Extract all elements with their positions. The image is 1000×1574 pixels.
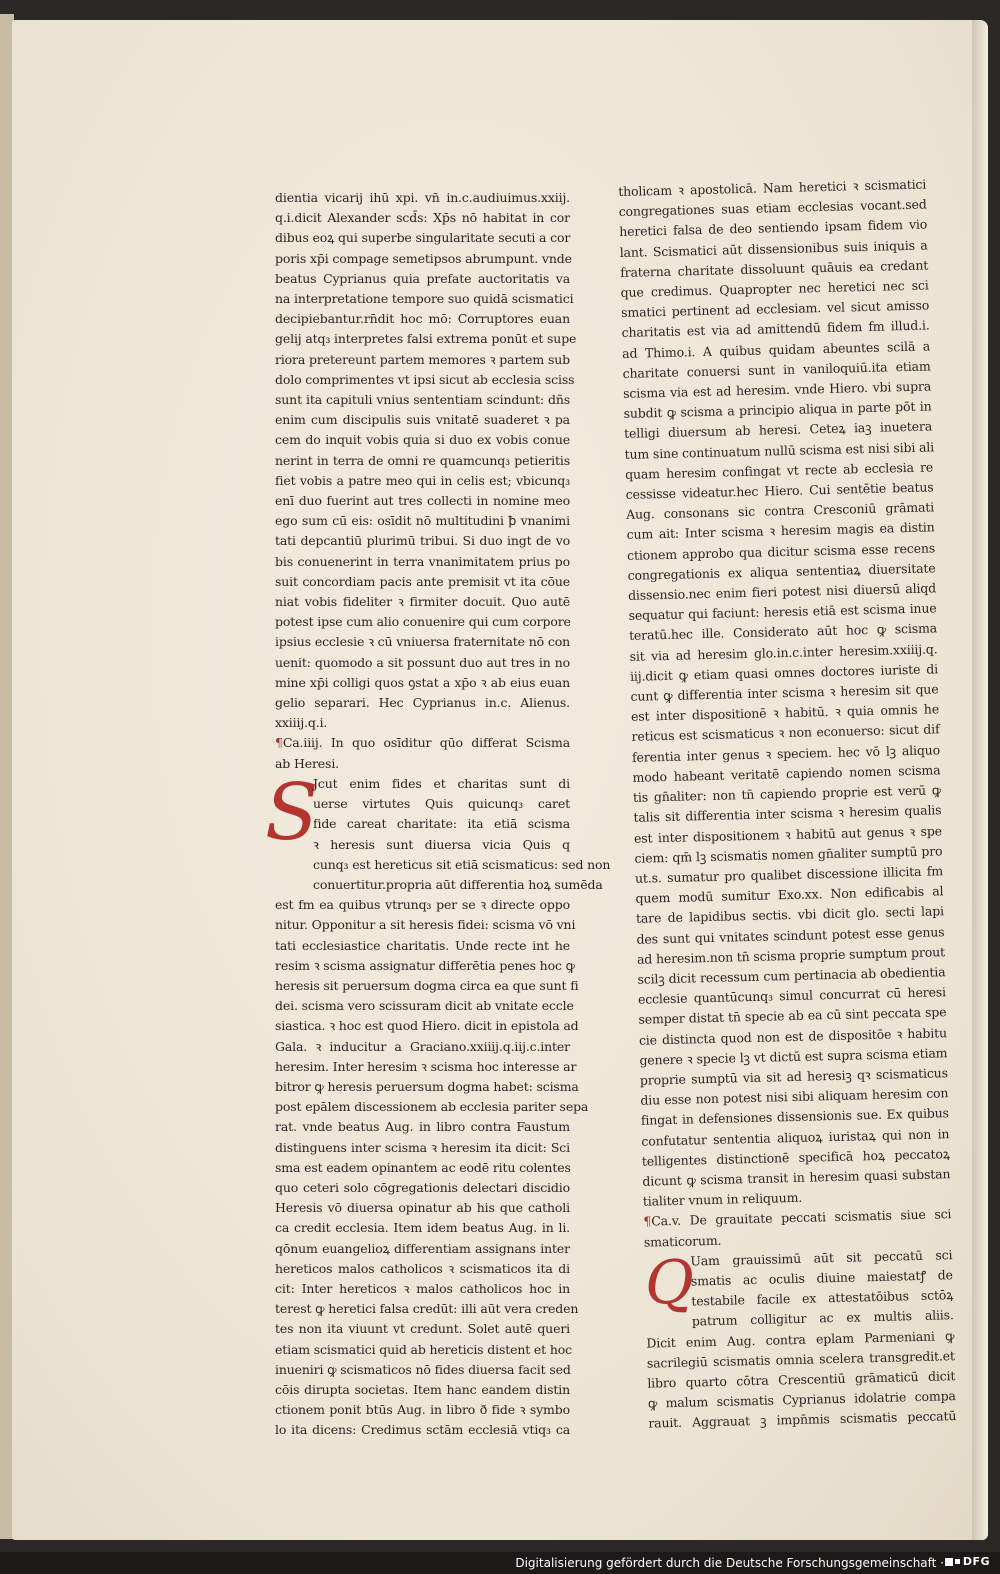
text-line: nerint in terra de omni re quamcunq₃ petieritis bbox=[275, 452, 570, 468]
decorated-initial-q: Q bbox=[644, 1247, 695, 1319]
text-line: est inter dispositionē ꝛ habitū. ꝛ quia omnis he bbox=[630, 701, 940, 725]
text-line: diu esse non potest nisi sibi aliquam heresim con bbox=[640, 1085, 949, 1108]
text-line: tholicam ꝛ apostolicā. Nam heretici ꝛ scismatici bbox=[618, 176, 927, 199]
text-line: iij.dicit ꝙ etiam quasi omnes doctores iuriste di bbox=[629, 661, 939, 684]
text-line: quo ceteri solo cōgregationis delectari discidio bbox=[275, 1179, 570, 1195]
text-line: fide careat charitate: ita etiā scisma bbox=[313, 816, 570, 832]
text-line: rat. vnde beatus Aug. in libro contra Faustum bbox=[275, 1119, 570, 1135]
funding-credit: Digitalisierung gefördert durch die Deutsche Forschungsgemeinschaft · bbox=[515, 1556, 944, 1570]
text-line: ipsius ecclesie ꝛ cū vniuersa fraternitate nō con bbox=[275, 634, 570, 650]
text-line: xxiiij.q.i. bbox=[275, 715, 328, 731]
left-text-column bbox=[265, 188, 611, 1441]
text-line: semper distat tn̄ specie ab ea cū sint peccata spe bbox=[638, 1004, 947, 1028]
right-text-column bbox=[618, 174, 957, 1434]
text-line: na interpretatione tempore suo quidā scismatici bbox=[275, 291, 574, 307]
text-line: fraterna charitate dissoluunt quāuis ea credant bbox=[620, 257, 929, 280]
text-line: dolo comprimentes vt ipsi sicut ab ecclesia sciss bbox=[275, 371, 575, 387]
text-line: ꝙ malum scismatis Cyprianus idolatrie compa bbox=[647, 1388, 956, 1411]
left-chapter-heading bbox=[275, 733, 570, 773]
text-line: niat vobis fideliter ꝛ firmiter docuit. Quo autē bbox=[275, 594, 570, 610]
text-line: tare de lapidibus sectis. vbi dicit glo. secti lapi bbox=[635, 903, 945, 927]
text-line: smaticorum. bbox=[643, 1232, 722, 1250]
text-line: ca credit ecclesia. Item idem beatus Aug. in li. bbox=[275, 1220, 570, 1236]
footer-bar bbox=[0, 1552, 1000, 1574]
dfg-logo bbox=[945, 1555, 990, 1568]
text-line: Heresis vō diuersa opinatur ab his que catholi bbox=[275, 1200, 570, 1216]
text-line: subdit ꝙ scisma a principio aliqua in parte pōt in bbox=[623, 398, 932, 422]
text-line: inueniri ꝙ scismaticos nō fides diuersa facit sed bbox=[275, 1361, 571, 1377]
text-line: potest ipse cum alio conuenire qui cum corpore bbox=[275, 614, 571, 630]
text-line: q.i.dicit Alexander scd̄s: Xp̄s nō habitat in cor bbox=[275, 210, 570, 226]
text-line: cum ait: Inter scisma ꝛ heresim magis ea distin bbox=[626, 519, 935, 543]
text-line: heretici falsa de deo sentiendo ipsam fidem vio bbox=[619, 216, 928, 240]
text-line: ctionem ponit btūs Aug. in libro ð fide ꝛ symbo bbox=[275, 1402, 570, 1418]
text-line: proprie sumptū via sit ad heresiꝫ qꝛ scismaticus bbox=[639, 1065, 949, 1088]
text-line: Jcut enim fides et charitas sunt di bbox=[313, 775, 570, 791]
text-line: gelio separari. Hec Cyprianus in.c. Alienus. bbox=[275, 695, 570, 711]
text-line: Uam grauissimū aūt sit peccatū sci bbox=[690, 1246, 953, 1269]
text-line: ego sum cū eis: osīdit nō multitudini ꝥ vnanimi bbox=[275, 513, 570, 529]
text-line: modo habeant veritatē capiendo nomen scisma bbox=[632, 762, 941, 785]
text-line: cōis dirupta societas. Item hanc eandem distin bbox=[275, 1381, 570, 1397]
text-line: heresis sit peruersum dogma circa ea que sunt fi bbox=[275, 977, 579, 993]
text-line: Gala. ꝛ inducitur a Graciano.xxiiij.q.iij.c.inter bbox=[275, 1038, 570, 1054]
text-line: dissensio.nec enim fieri potest nisi diuersū aliqd bbox=[627, 580, 937, 603]
text-line: ut.s. sumatur pro qualibet discessione illicita fm bbox=[634, 863, 944, 886]
text-line: rauit. Aggrauat ꝫ impn̄mis scismatis peccatū bbox=[648, 1408, 957, 1432]
text-line: dibus eoꝝ qui superbe singularitate secuti a cor bbox=[275, 230, 571, 246]
text-line: lo ita dicens: Credimus sctām ecclesiā vtiq₃ ca bbox=[275, 1422, 570, 1438]
text-line: riora pretereunt partem memores ꝛ partem sub bbox=[275, 351, 570, 367]
text-line: Dicit enim Aug. contra eplam Parmeniani ꝙ bbox=[646, 1327, 955, 1351]
right-initial-paragraph bbox=[644, 1245, 956, 1434]
text-line: libro quarto cōtra Crescentiū grāmaticū dicit bbox=[647, 1368, 956, 1391]
text-line: ad heresim.non tn̄ scisma proprie sumptum prout bbox=[636, 943, 946, 967]
text-line: cie distincta quod non est de dispositōe ꝛ habitu bbox=[638, 1024, 948, 1048]
paragraph-mark-icon: ¶ bbox=[643, 1213, 652, 1230]
text-line: cem do inquit vobis quia si duo ex vobis conue bbox=[275, 432, 570, 448]
text-line: talis sit differentia inter scisma ꝛ heresim qualis bbox=[633, 802, 942, 826]
text-line: sacrilegiū scismatis omnia scelera transgredit.et bbox=[646, 1347, 955, 1371]
text-line: fiet vobis a patre meo qui in celis est; vbicunq₃ bbox=[275, 472, 570, 488]
text-line: ¶Ca.v. De grauitate peccati scismatis siue sci bbox=[643, 1206, 952, 1230]
text-line: post epālem discessionem ab ecclesia pariter sepa bbox=[275, 1099, 589, 1115]
text-line: poris xp̄i compage semetipsos abrumpunt. vnde bbox=[275, 250, 572, 266]
text-line: testabile facile ex attestatōibus sctōꝝ bbox=[691, 1287, 954, 1309]
text-line: siastica. ꝛ hoc est quod Hiero. dicit in epistola ad bbox=[275, 1018, 579, 1034]
text-line: tis gn̄aliter: non tn̄ capiendo proprie est verū ꝙ bbox=[632, 782, 942, 805]
text-line: etiam scismatici quid ab hereticis distent et hoc bbox=[275, 1341, 573, 1357]
text-line: telligentes distinctionē specificā hoꝝ peccatoꝝ bbox=[641, 1145, 951, 1169]
text-line: ferentia inter genus ꝛ speciem. hec vō lꝫ aliquo bbox=[631, 741, 941, 765]
left-initial-paragraph bbox=[265, 767, 611, 1441]
text-line: ecclesie quantūcunq₃ simul concurrat cū heresi bbox=[637, 984, 947, 1007]
text-line: sma est eadem opinantem ac eodē ritu colentes bbox=[275, 1159, 571, 1175]
text-line: reticus est scismaticus ꝛ non econuerso: sicut dif bbox=[631, 721, 940, 745]
text-line: qōnum euangelioꝝ differentiam assignans inter bbox=[275, 1240, 570, 1256]
text-line: sit via ad heresim glo.in.c.inter heresim.xxiiij.q. bbox=[629, 641, 938, 664]
paragraph-mark-icon: ¶ bbox=[275, 735, 283, 751]
text-line: uenit: quomodo a sit possunt duo aut tres in no bbox=[275, 654, 570, 670]
text-line: scisma via est ad heresim. vnde Hiero. vbi supra bbox=[622, 378, 932, 401]
right-column-passage-a bbox=[618, 174, 951, 1212]
text-line: ciem: qm̄ lꝫ scismatis nomen gn̄aliter sumptū pro bbox=[634, 842, 943, 866]
text-line: uerse virtutes Quis quicunq₃ caret bbox=[313, 796, 570, 812]
text-line: charitate conuersi sunt in vaniloquiū.ita etiam bbox=[622, 358, 931, 381]
text-line: cunt ꝙ differentia inter scisma ꝛ heresim sit que bbox=[630, 681, 939, 704]
text-line: tes non ita viuunt vt credunt. Solet autē queri bbox=[275, 1321, 570, 1337]
text-line: smatis ac oculis diuine maiestatꝭ de bbox=[690, 1267, 953, 1289]
page-gutter bbox=[972, 20, 988, 1540]
text-line: beatus Cyprianus quia prefate auctoritatis va bbox=[275, 270, 570, 286]
text-line: mine xp̄i colligi quos ꝯstat a xp̄o ꝛ ab eius euan bbox=[275, 674, 570, 690]
text-line: est inter dispositionem ꝛ habitū aut genus ꝛ spe bbox=[633, 822, 943, 846]
text-line: Aug. consonans sic contra Cresconiū grāmati bbox=[625, 499, 935, 523]
text-line: ctionem approbo qua dicitur scisma esse recens bbox=[626, 540, 936, 563]
text-line: tum sine continuatum nullū scisma est nisi sibi ali bbox=[624, 439, 935, 462]
text-line: heresim. Inter heresim ꝛ scisma hoc interesse ar bbox=[275, 1058, 577, 1074]
text-line: ab Heresi. bbox=[275, 755, 339, 771]
text-line: nitur. Opponitur a sit heresis fidei: scisma vō vni bbox=[275, 917, 576, 933]
text-line: decipiebantur.rn̄dit hoc mō: Corruptores euan bbox=[275, 311, 570, 327]
text-line: tati ecclesiastice charitatis. Unde recte int he bbox=[275, 937, 570, 953]
text-line: fingat in defensiones dissensionis sue. Ex quibus bbox=[640, 1105, 950, 1129]
text-line: resim ꝛ scisma assignatur differētia penes hoc ꝙ bbox=[275, 957, 575, 973]
text-line: des sunt qui vnitates scindunt potest esse genus bbox=[636, 923, 945, 947]
text-line: cessisse videatur.hec Hiero. Cui sentētie beatus bbox=[625, 479, 934, 502]
text-line: gelij atq₃ interpretes falsi extrema ponūt et supe bbox=[275, 331, 577, 347]
text-line: scilꝫ dicit recessum cum pertinacia ab obedientia bbox=[637, 964, 946, 987]
text-line: congregationis ex aliqua sententiaꝝ diuersitate bbox=[627, 560, 936, 583]
text-line: ꝛ heresis sunt diuersa vicia Quis q bbox=[313, 836, 570, 852]
decorated-initial-s: S bbox=[265, 767, 319, 858]
text-line: bitror ꝙ heresis peruersum dogma habet: scisma bbox=[275, 1078, 579, 1094]
text-line: enī duo fuerint aut tres collecti in nomine meo bbox=[275, 493, 570, 509]
text-line: ¶Ca.iiij. In quo osīditur qūo differat Scisma bbox=[275, 735, 570, 751]
text-line: quam heresim confingat vt recte ab ecclesia re bbox=[624, 459, 934, 482]
text-line: sequatur qui faciunt: heresis etiā est scisma inue bbox=[628, 600, 937, 624]
text-line: congregationes suas etiam ecclesias vocant.sed bbox=[618, 196, 927, 220]
text-line: hereticos malos catholicos ꝛ scismaticos ita di bbox=[275, 1260, 570, 1276]
text-line: bis conuenerint in terra vnanimitatem prius po bbox=[275, 553, 570, 569]
text-line: smatici pertinent ad ecclesiam. vel sicut amisso bbox=[621, 297, 930, 321]
text-line: suit concordiam pacis ante premisit vt ita cōue bbox=[275, 573, 570, 589]
text-line: cit: Inter hereticos ꝛ malos catholicos hoc in bbox=[275, 1280, 570, 1296]
text-line: charitatis est via ad amittendū fidem fm illud.i. bbox=[621, 317, 930, 341]
text-line: cunq₃ est hereticus sit etiā scismaticus: sed non bbox=[313, 856, 611, 872]
text-line: tati depcantiū plurimū tribui. Si duo ingt de vo bbox=[275, 533, 570, 549]
text-line: sunt ita capituli vnius sententiam scindunt: dñs bbox=[275, 392, 570, 408]
text-line: terest ꝙ heretici falsa credūt: illi aūt vera creden bbox=[275, 1301, 579, 1317]
text-line: dei. scisma vero scissuram dicit ab vnitate eccle bbox=[275, 998, 574, 1014]
text-line: lant. Scismatici aūt dissensionibus suis iniquis a bbox=[619, 237, 928, 260]
text-line: patrum colligitur ac ex multis aliis. bbox=[691, 1307, 954, 1329]
text-line: enim cum discipulis suis vnitatē suaderet ꝛ pa bbox=[275, 412, 570, 428]
text-line: dicunt ꝙ scisma transit in heresim quasi substan bbox=[642, 1166, 951, 1189]
right-column-passage-b bbox=[644, 1245, 956, 1434]
text-line: tialiter vnum in reliquum. bbox=[642, 1189, 803, 1209]
text-line: est fm ea quibus vtrunq₃ per se ꝛ directe oppo bbox=[275, 897, 570, 913]
text-line: conuertitur.propria aūt differentia hoꝝ sumēda bbox=[313, 876, 603, 892]
text-line: dientia vicarij ihū xpi. vn̄ in.c.audiuimus.xxiij. bbox=[275, 190, 570, 205]
left-column-passage-a bbox=[275, 188, 577, 733]
text-line: confutatur sententia aliquoꝝ iuristaꝝ qui non in bbox=[641, 1125, 950, 1149]
text-line: telligi diuersum ab heresi. Ceteꝝ iaꝫ inuetera bbox=[623, 418, 933, 442]
text-line: ad Thimo.i. A quibus quidam abeuntes scilā a bbox=[621, 338, 931, 361]
text-line: teratū.hec ille. Considerato aūt hoc ꝙ scisma bbox=[628, 620, 938, 644]
text-line: genere ꝛ specie lꝫ vt dictū est supra scisma etiam bbox=[639, 1044, 948, 1068]
left-column-passage-b bbox=[275, 774, 611, 1441]
dfg-logo-text: DFG bbox=[962, 1555, 990, 1568]
text-line: distinguens inter scisma ꝛ heresim ita dicit: Sci bbox=[275, 1139, 570, 1155]
text-line: que credimus. Quapropter nec heretici nec sci bbox=[620, 277, 929, 300]
text-line: quem modū sumitur Exo.xx. Non edificabis al bbox=[635, 883, 944, 906]
